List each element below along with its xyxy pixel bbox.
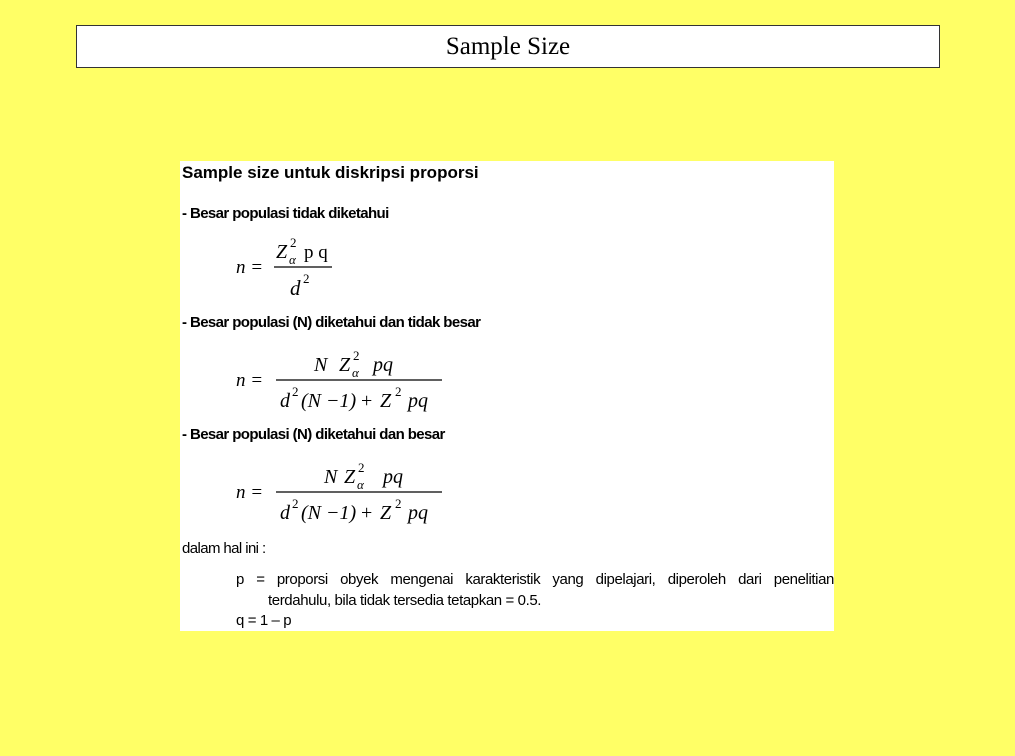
case-known-small-population: - Besar populasi (N) diketahui dan tidak besar (182, 314, 481, 331)
f3-den-pq: pq (408, 502, 428, 524)
f3-plus: + (361, 502, 373, 524)
f1-z-sub: α (289, 252, 296, 267)
f3-z-sub: α (357, 477, 364, 492)
f2-den-d: d (280, 390, 290, 412)
f3-den-paren: (N −1) (301, 502, 357, 524)
f3-den-d: d (280, 502, 290, 524)
case-unknown-population: - Besar populasi tidak diketahui (182, 205, 389, 222)
f1-z: Z (276, 241, 288, 263)
f3-z-sup: 2 (358, 460, 365, 475)
f1-lhs: n = (236, 257, 264, 278)
f2-z: Z (339, 354, 351, 376)
f2-tail: pq (373, 354, 393, 376)
f3-lhs: n = (236, 482, 264, 503)
definition-q: q = 1 – p (236, 612, 292, 629)
definition-p-continued: terdahulu, bila tidak tersedia tetapkan = 0.5. (268, 592, 542, 609)
formula-known-small-population (230, 341, 460, 416)
f1-tail: p q (304, 242, 328, 263)
formula-known-large-population (230, 453, 460, 528)
f2-den-sup: 2 (292, 384, 299, 399)
f2-plus: + (361, 390, 373, 412)
slide-title: Sample Size (445, 32, 571, 60)
f2-num-n: N (314, 354, 328, 376)
f2-den-paren: (N −1) (301, 390, 357, 412)
f3-num-n: N (324, 466, 338, 488)
section-heading: Sample size untuk diskripsi proporsi (182, 163, 479, 182)
f1-z-sup: 2 (290, 235, 297, 250)
f3-den-sup: 2 (292, 496, 299, 511)
f3-tail: pq (383, 466, 403, 488)
f2-lhs: n = (236, 370, 264, 391)
f2-den-z: Z (380, 390, 392, 412)
definition-p: p = proporsi obyek mengenai karakteristik yang dipelajari, diperoleh dari penelitian (236, 571, 834, 588)
f2-den-zsup: 2 (395, 384, 402, 399)
f3-den-zsup: 2 (395, 496, 402, 511)
formula-unknown-population (230, 233, 370, 303)
f1-den-sup: 2 (303, 271, 310, 286)
f1-den-d: d (290, 276, 301, 300)
f2-den-pq: pq (408, 390, 428, 412)
f3-den-z: Z (380, 502, 392, 524)
case-known-large-population: - Besar populasi (N) diketahui dan besar (182, 426, 445, 443)
slide-title-box (76, 25, 940, 68)
content-panel (180, 161, 834, 631)
f2-z-sub: α (352, 365, 359, 380)
notes-lead: dalam hal ini : (182, 540, 266, 557)
f2-z-sup: 2 (353, 348, 360, 363)
f3-z: Z (344, 466, 356, 488)
